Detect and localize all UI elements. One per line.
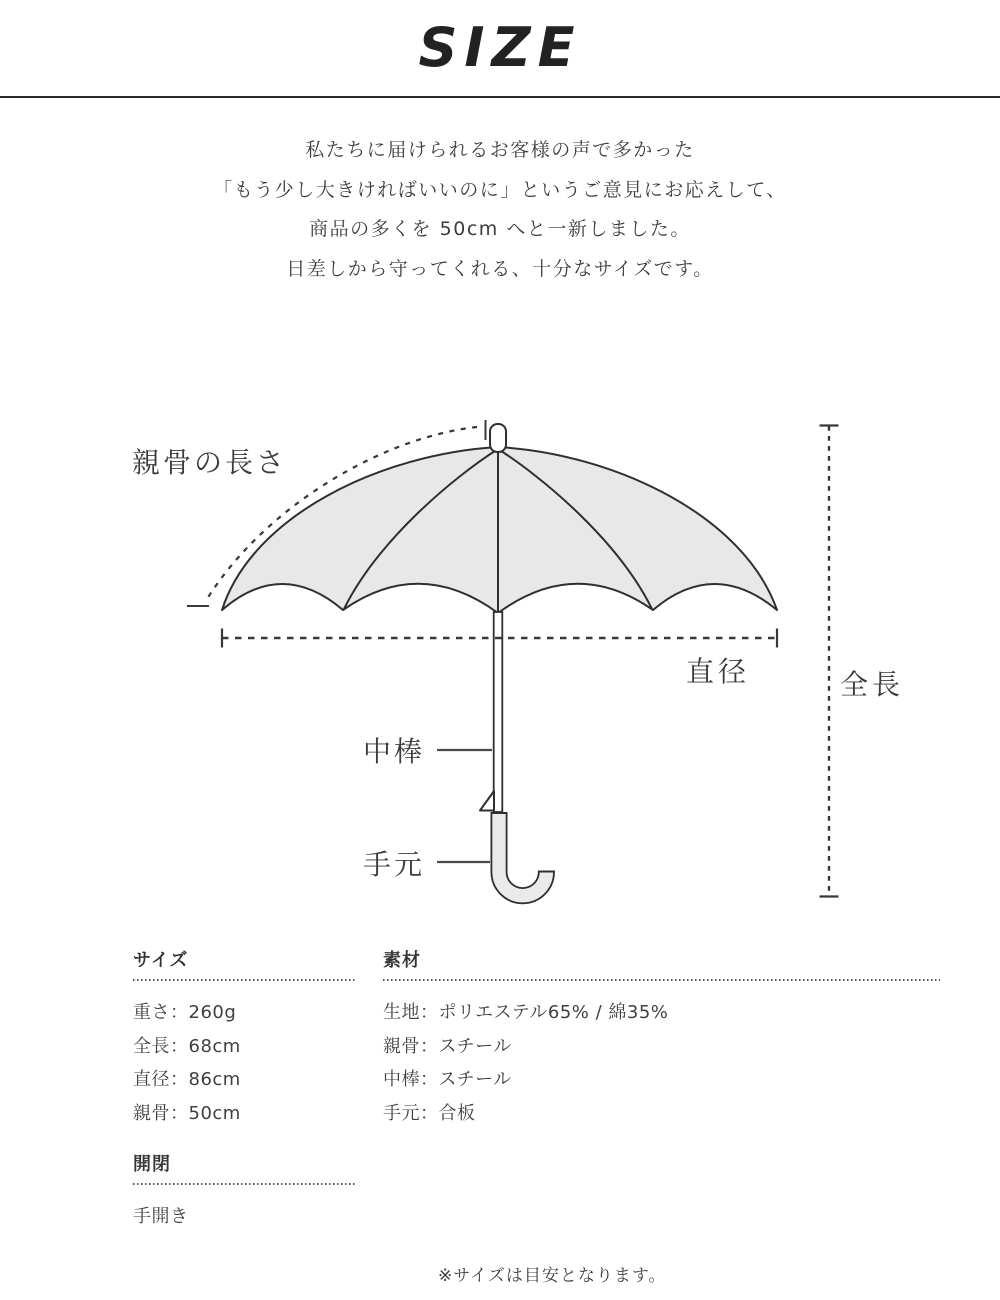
- canopy-shape: [222, 447, 777, 613]
- material-spec-rows: [383, 996, 940, 1130]
- open-close-section: [133, 1150, 356, 1234]
- spec-row-handle-material: 手元：合板: [383, 1102, 476, 1124]
- spec-row-weight: 重さ：260g: [133, 1002, 237, 1023]
- title-divider: [0, 96, 1000, 98]
- spec-row-pole-material: 中棒：スチール: [383, 1069, 512, 1090]
- size-section-heading: サイズ: [133, 950, 189, 971]
- spec-row-fabric: 生地：ポリエステル65% / 綿35%: [383, 1002, 669, 1023]
- material-spec-section: [383, 946, 940, 1130]
- intro-paragraph: [0, 131, 1000, 289]
- intro-line: 私たちに届けられるお客様の声で多かった: [305, 139, 695, 161]
- total-length-label: 全長: [840, 668, 905, 701]
- intro-line: 商品の多くを 50cm へと一新しました。: [309, 218, 691, 240]
- dotted-divider: [133, 979, 357, 981]
- intro-line: 日差しから守ってくれる、十分なサイズです。: [286, 257, 714, 280]
- center-pole-label: 中棒: [363, 735, 426, 768]
- diameter-label: 直径: [686, 655, 751, 688]
- page-title: SIZE: [418, 16, 582, 79]
- size-spec-rows: [133, 996, 357, 1130]
- open-close-heading: 開閉: [133, 1154, 171, 1175]
- dotted-divider: [133, 1183, 356, 1185]
- intro-line: 「もう少し大きければいいのに」というご意見にお応えして、: [213, 178, 787, 201]
- shaft: [494, 612, 503, 812]
- size-spec-section: [133, 946, 357, 1130]
- ferrule: [490, 424, 506, 452]
- spec-row-rib-material: 親骨：スチール: [383, 1035, 512, 1057]
- open-close-rows: [133, 1200, 356, 1234]
- rib-length-label: 親骨の長さ: [132, 446, 288, 479]
- spec-row-rib: 親骨：50cm: [133, 1102, 241, 1124]
- dotted-divider: [383, 979, 940, 981]
- spec-row-diameter: 直径：86cm: [133, 1069, 241, 1090]
- material-section-heading: 素材: [383, 950, 421, 971]
- handle-label: 手元: [363, 848, 426, 881]
- footer-note: ※サイズは目安となります。: [438, 1266, 667, 1286]
- spec-row-open-type: 手開き: [133, 1206, 189, 1227]
- shaft-catch: [480, 791, 494, 811]
- spec-row-total-length: 全長：68cm: [133, 1035, 241, 1057]
